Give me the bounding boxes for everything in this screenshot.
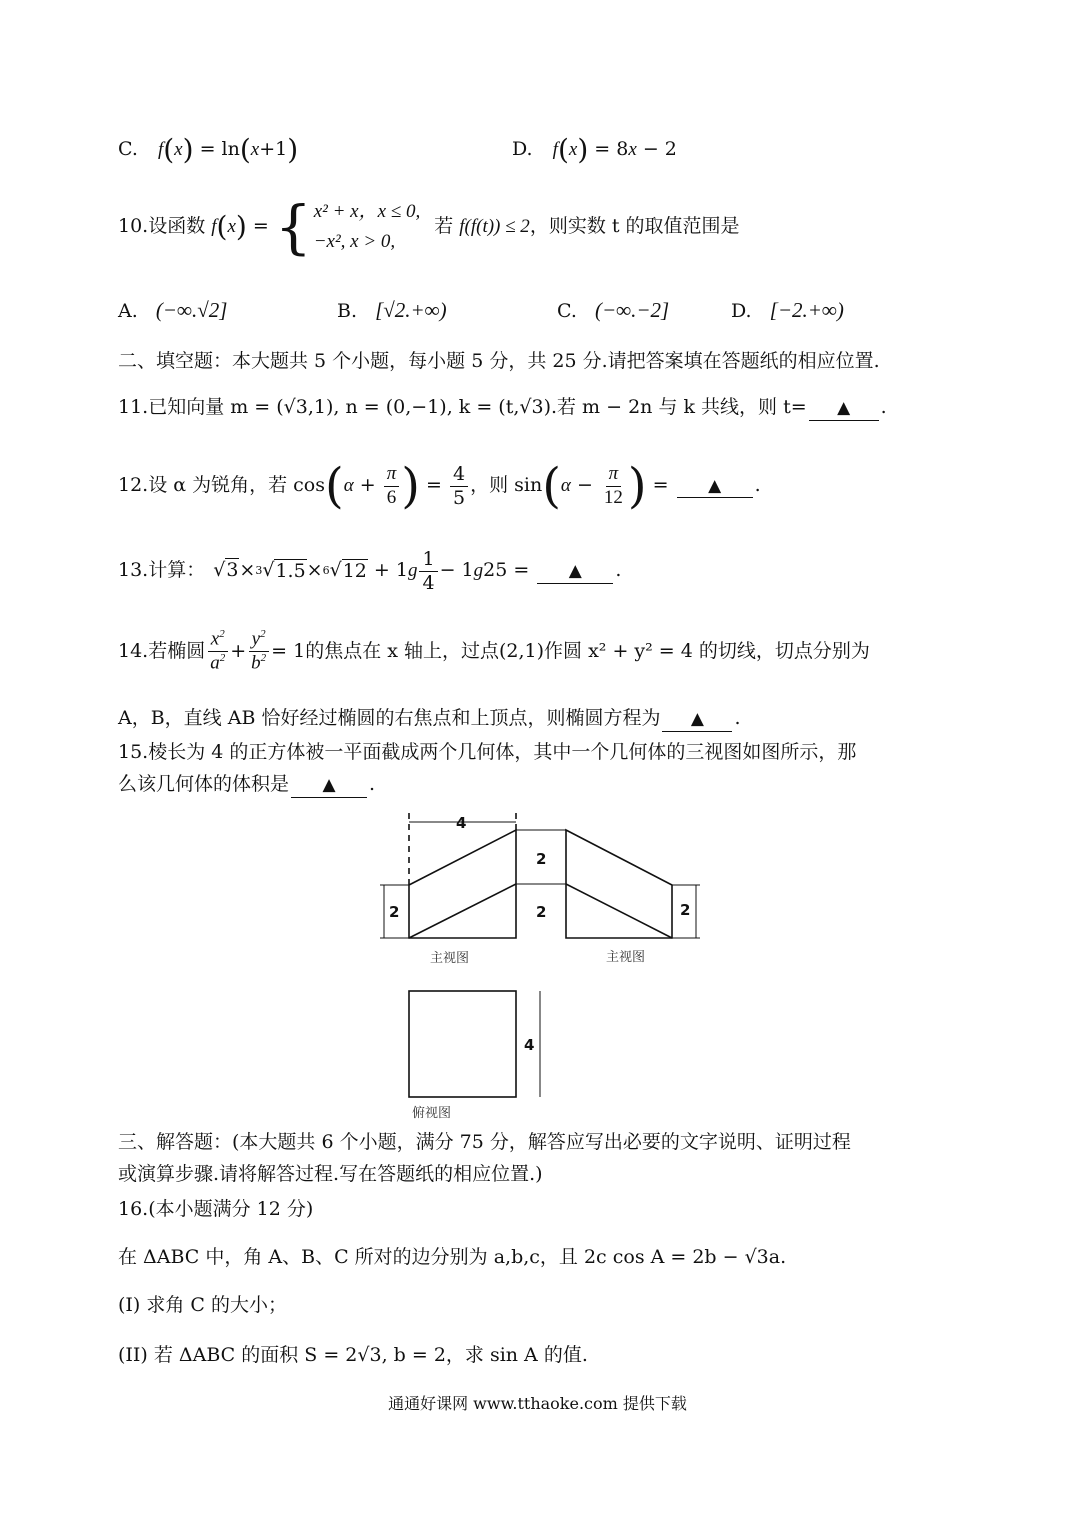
q15-line1: 15.棱长为 4 的正方体被一平面截成两个几何体，其中一个几何体的三视图如图所示，那 — [118, 741, 857, 763]
q10-mid: 若 — [434, 215, 454, 238]
dim-plan-label: 4 — [524, 1036, 535, 1054]
q10-stem: 10.设函数 f ( x ) = { x² + x，x ≤ 0, −x², x > 0, 若 f(f(t)) ≤ 2 ，则实数 t 的取值范围是 — [118, 193, 740, 261]
plan-view-square — [409, 991, 516, 1097]
section3-line2: 或演算步骤.请将解答过程.写在答题纸的相应位置.) — [118, 1163, 543, 1185]
q14-prefix: 14.若椭圆 — [118, 639, 206, 662]
q10-option-c-value: (−∞.−2] — [594, 298, 670, 322]
q10-condition: f(f(t)) ≤ 2 — [459, 216, 530, 238]
q10-option-c-label: C. — [557, 300, 577, 322]
q10-option-d-value: [−2.+∞) — [769, 298, 844, 322]
q16-part1: (I) 求角 C 的大小； — [118, 1294, 287, 1316]
q14-line1-rest: 的焦点在 x 轴上，过点(2,1)作圆 x² + y² = 4 的切线，切点分别为 — [305, 639, 870, 662]
dim-top-label: 4 — [456, 814, 467, 832]
q16-part2: (II) 若 ΔABC 的面积 S = 2√3, b = 2，求 sin A 的值. — [118, 1344, 588, 1366]
q12: 12.设 α 为锐角，若 cos ( α + $\frac{\pi}{6}$ ) = $\frac{4}{5}$ ，则 sin ( α − $\frac{\pi}{12}$ ) = ▲ . — [118, 458, 761, 514]
q14-line1: 14.若椭圆 $\frac{x^2}{a^2}$ + $\frac{y^2}{b^2}$ = 1 的焦点在 x 轴上，过点(2,1)作圆 x² + y² = 4 的切线，切点分别为 — [118, 628, 870, 674]
plan-view-caption: 俯视图 — [412, 1106, 452, 1121]
q16-title: 16.(本小题满分 12 分) — [118, 1198, 314, 1220]
q11-text: 11.已知向量 m = (√3,1), n = (0,−1), k = (t,√3).若 m − 2n 与 k 共线，则 t= — [118, 396, 807, 418]
q15-line2-text: 么该几何体的体积是 — [118, 773, 290, 795]
q10-option-a-value: (−∞.√2] — [155, 298, 228, 322]
q11-end: . — [880, 396, 887, 418]
front-view-outline — [409, 830, 516, 938]
dim-front-left-label: 2 — [389, 903, 400, 921]
q14-line2-text: A，B，直线 AB 恰好经过椭圆的右焦点和上顶点，则椭圆方程为 — [118, 707, 661, 729]
q15-line2: 么该几何体的体积是 ▲ . — [118, 773, 375, 798]
q13-prefix: 13.计算： — [118, 559, 206, 582]
q10-option-b-label: B. — [337, 300, 358, 322]
side-view-outline — [566, 830, 672, 938]
q15-blank-icon: ▲ — [322, 775, 336, 795]
q10-option-b-value: [√2.+∞) — [375, 298, 447, 322]
q11-blank-icon: ▲ — [837, 398, 851, 418]
dim-front-right-upper-label: 2 — [536, 850, 547, 868]
q10-option-d-label: D. — [731, 300, 752, 322]
q9-option-d-label: D. — [512, 138, 533, 160]
q12-blank-icon: ▲ — [708, 475, 722, 496]
side-view-diagonal — [566, 884, 672, 938]
front-view-caption: 主视图 — [430, 951, 470, 966]
dim-front-right-lower-label: 2 — [536, 903, 547, 921]
q9-option-d: D. f(x) = 8x − 2 — [512, 133, 677, 166]
section2-heading: 二、填空题：本大题共 5 个小题，每小题 5 分，共 25 分.请把答案填在答题纸的相应位置. — [118, 350, 880, 372]
q10-prefix: 10.设函数 — [118, 215, 206, 238]
q16-stem: 在 ΔABC 中，角 A、B、C 所对的边分别为 a,b,c，且 2c cos A = 2b − √3a. — [118, 1246, 787, 1268]
side-view-caption: 主视图 — [606, 950, 646, 965]
q10-suffix: ，则实数 t 的取值范围是 — [529, 215, 740, 238]
q13-blank-icon: ▲ — [568, 560, 582, 581]
q14-blank-icon: ▲ — [690, 709, 704, 729]
q9-option-c-label: C. — [118, 138, 138, 160]
q14-line2: A，B，直线 AB 恰好经过椭圆的右焦点和上顶点，则椭圆方程为 ▲ . — [118, 707, 741, 732]
page-footer: 通通好课网 www.tthaoke.com 提供下载 — [388, 1394, 687, 1413]
section3-line1: 三、解答题：(本大题共 6 个小题，满分 75 分，解答应写出必要的文字说明、证明过程 — [118, 1131, 851, 1153]
front-view-diagonal — [409, 884, 516, 938]
q10-case1: x² + x，x ≤ 0, — [313, 201, 421, 223]
q10-case2: −x², x > 0, — [313, 231, 396, 252]
q13: 13.计算： √3 × 3 √ 1.5 × 6 √ 12 + 1 g $\frac{1}{4}$ − 1 g 25 = ▲ . — [118, 548, 622, 594]
dim-side-label: 2 — [680, 901, 691, 919]
q12-prefix: 12.设 α 为锐角，若 cos — [118, 474, 325, 497]
q10-option-a-label: A. — [118, 300, 138, 322]
q9-option-c: C. f(x) = ln(x+1) — [118, 133, 299, 166]
